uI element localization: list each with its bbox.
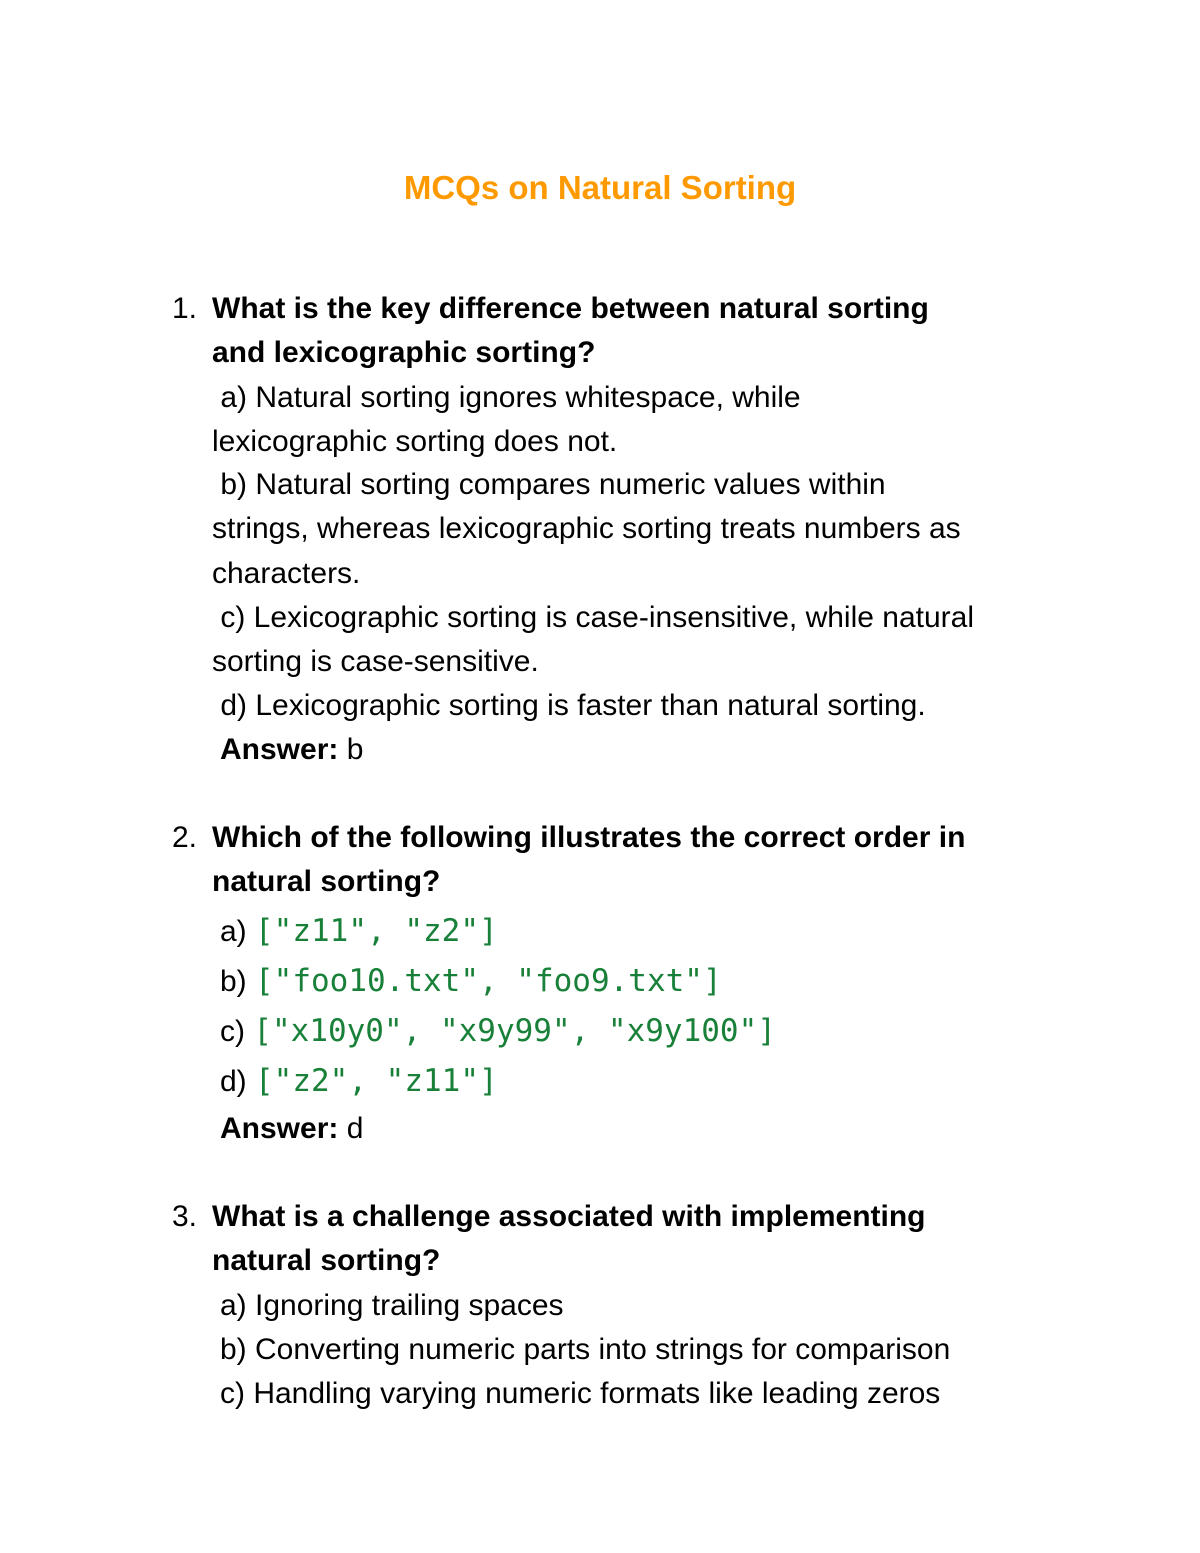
question-2-text-line-1: Which of the following illustrates the correct order in bbox=[212, 821, 966, 854]
question-3-number: 3. bbox=[172, 1200, 198, 1233]
option-code: ["z2", "z11"] bbox=[255, 1063, 498, 1099]
question-3-option-b: b) Converting numeric parts into strings for comparison bbox=[220, 1333, 951, 1366]
answer-label: Answer: bbox=[220, 733, 339, 766]
question-2-option-a bbox=[220, 906, 498, 957]
question-1-option-line: strings, whereas lexicographic sorting treats numbers as bbox=[212, 512, 961, 545]
question-2-option-d bbox=[220, 1056, 498, 1107]
question-1-option-line: a) Natural sorting ignores whitespace, while bbox=[212, 381, 801, 414]
option-label: a) bbox=[220, 915, 256, 948]
option-label: c) bbox=[220, 1015, 254, 1048]
question-2-text-line-2: natural sorting? bbox=[212, 865, 441, 898]
question-1-option-line: sorting is case-sensitive. bbox=[212, 645, 539, 678]
question-3-option-c: c) Handling varying numeric formats like leading zeros bbox=[220, 1377, 941, 1410]
question-1-option-line: c) Lexicographic sorting is case-insensitive, while natural bbox=[212, 601, 975, 634]
option-code: ["foo10.txt", "foo9.txt"] bbox=[255, 963, 722, 999]
question-1-text-line-2: and lexicographic sorting? bbox=[212, 336, 596, 369]
question-1-answer bbox=[220, 728, 363, 772]
question-2-answer bbox=[220, 1107, 363, 1151]
question-1-option-line: characters. bbox=[212, 557, 361, 590]
question-1-number: 1. bbox=[172, 292, 198, 325]
option-label: d) bbox=[220, 1065, 256, 1098]
question-3-text-line-2: natural sorting? bbox=[212, 1244, 441, 1277]
question-2-number: 2. bbox=[172, 821, 198, 854]
answer-label: Answer: bbox=[220, 1112, 339, 1145]
option-label: b) bbox=[220, 965, 256, 998]
question-1-option-line: lexicographic sorting does not. bbox=[212, 425, 618, 458]
answer-value: b bbox=[338, 733, 364, 766]
question-2-option-b bbox=[220, 956, 722, 1007]
question-1-option-line: b) Natural sorting compares numeric values within bbox=[212, 468, 886, 501]
question-1-text-line-1: What is the key difference between natural sorting bbox=[212, 292, 929, 325]
answer-value: d bbox=[338, 1112, 364, 1145]
question-3-option-a: a) Ignoring trailing spaces bbox=[220, 1289, 564, 1322]
question-2-option-c bbox=[220, 1006, 776, 1057]
question-3-text-line-1: What is a challenge associated with implementing bbox=[212, 1200, 926, 1233]
option-code: ["x10y0", "x9y99", "x9y100"] bbox=[253, 1013, 776, 1049]
option-code: ["z11", "z2"] bbox=[255, 913, 498, 949]
page-title: MCQs on Natural Sorting bbox=[403, 169, 797, 206]
question-1-option-line: d) Lexicographic sorting is faster than natural sorting. bbox=[212, 689, 926, 722]
